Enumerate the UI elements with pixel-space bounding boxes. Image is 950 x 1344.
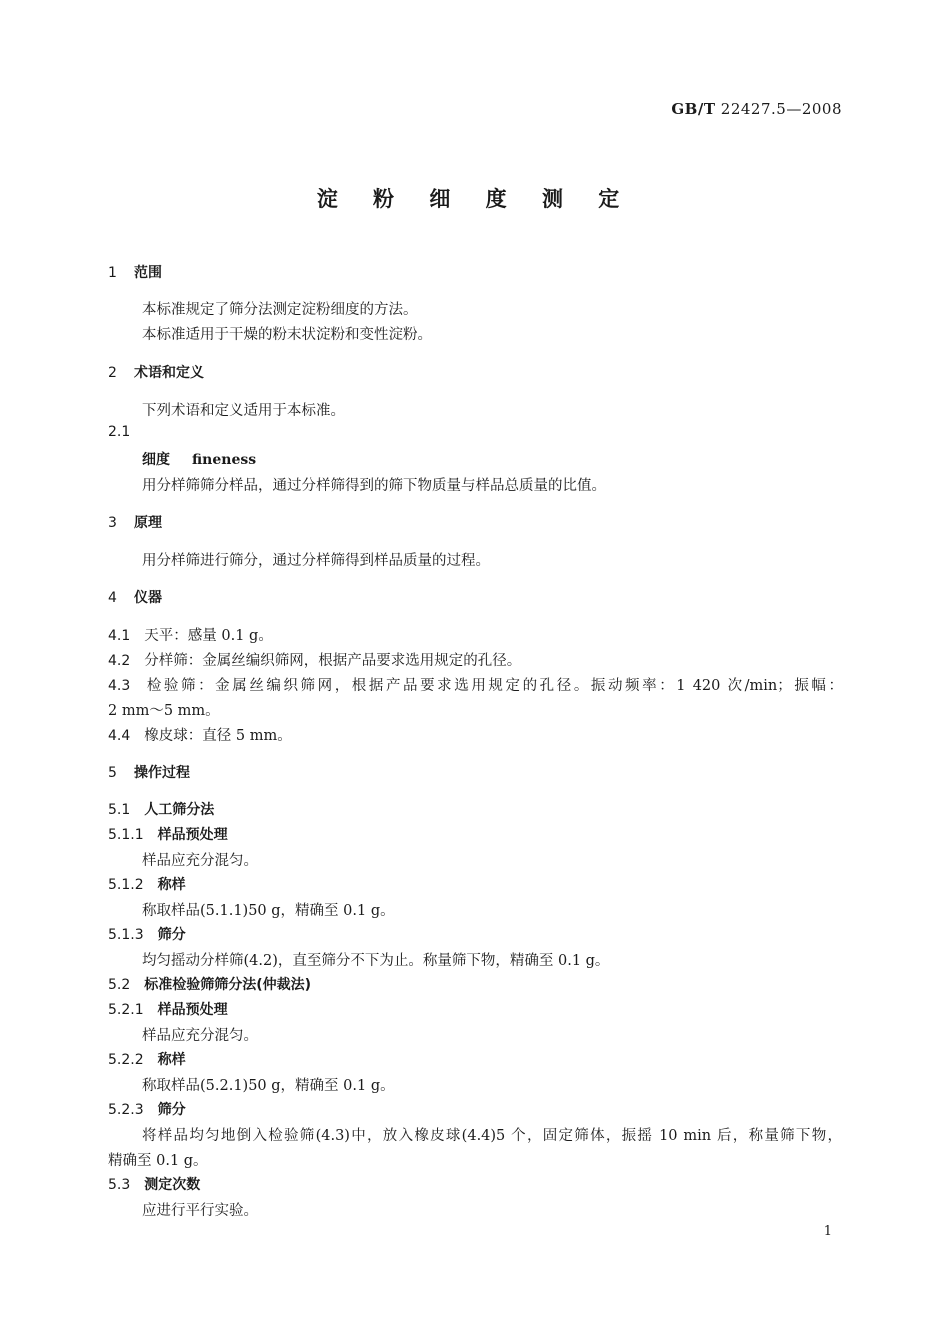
standard-number <box>671 100 842 118</box>
subsection-title: 筛分 <box>157 1102 186 1118</box>
subsection-5-1-1-text: 样品应充分混匀。 <box>142 853 258 869</box>
subsection-number: 5.1.2 <box>108 877 144 893</box>
item-4-2 <box>108 649 521 670</box>
section-3-heading <box>108 512 162 532</box>
item-number: 4.4 <box>108 728 131 744</box>
subsection-title: 标准检验筛筛分法(仲裁法) <box>144 977 312 993</box>
section-3-paragraph: 用分样筛进行筛分，通过分样筛得到样品质量的过程。 <box>142 553 490 569</box>
subsection-5-2-1 <box>108 999 228 1019</box>
subsection-title: 样品预处理 <box>157 1002 228 1018</box>
subsection-title: 样品预处理 <box>157 827 228 843</box>
subsection-5-2-2-text: 称取样品(5.2.1)50 g，精确至 0.1 g。 <box>142 1078 395 1094</box>
section-5-heading <box>108 762 190 782</box>
term-heading <box>142 449 256 469</box>
section-2-paragraph: 下列术语和定义适用于本标准。 <box>142 403 345 419</box>
item-4-1 <box>108 624 273 645</box>
subsection-number: 5.2 <box>108 977 131 993</box>
item-number: 4.2 <box>108 653 131 669</box>
item-4-4 <box>108 724 292 745</box>
item-number: 4.3 <box>108 678 131 694</box>
item-number: 4.1 <box>108 628 131 644</box>
subsection-5-1-2-text: 称取样品(5.1.1)50 g，精确至 0.1 g。 <box>142 903 395 919</box>
subsection-5-1-3-text: 均匀摇动分样筛(4.2)，直至筛分不下为止。称量筛下物，精确至 0.1 g。 <box>142 953 610 969</box>
subsection-title: 人工筛分法 <box>144 802 215 818</box>
section-number: 2 <box>108 365 117 381</box>
section-number: 1 <box>108 265 117 281</box>
section-number: 5 <box>108 765 117 781</box>
subsection-title: 称样 <box>157 877 186 893</box>
subsection-5-1-1 <box>108 824 228 844</box>
section-number: 4 <box>108 590 117 606</box>
section-title: 术语和定义 <box>134 365 204 381</box>
subsection-5-2-1-text: 样品应充分混匀。 <box>142 1028 258 1044</box>
subsection-number: 5.1 <box>108 802 131 818</box>
item-text: 检验筛：金属丝编织筛网，根据产品要求选用规定的孔径。振动频率：1 420 次/min；振幅： <box>144 678 843 694</box>
item-text: 天平：感量 0.1 g。 <box>144 628 273 644</box>
section-1-heading <box>108 262 162 282</box>
subsection-number: 5.3 <box>108 1177 131 1193</box>
subsection-title: 筛分 <box>157 927 186 943</box>
term-zh: 细度 <box>142 452 170 468</box>
section-1-paragraph-1: 本标准规定了筛分法测定淀粉细度的方法。 <box>142 302 418 318</box>
section-title: 范围 <box>134 265 162 281</box>
section-number: 3 <box>108 515 117 531</box>
subsection-5-1-2 <box>108 874 186 894</box>
subsection-number: 5.1.3 <box>108 927 144 943</box>
subsection-5-2-3 <box>108 1099 186 1119</box>
subsection-5-1-3 <box>108 924 186 944</box>
standard-prefix: GB/T <box>671 100 716 118</box>
page-number: 1 <box>823 1224 832 1239</box>
subsection-5-2-3-text: 将样品均匀地倒入检验筛(4.3)中，放入橡皮球(4.4)5 个，固定筛体，振摇 10 min 后，称量筛下物， <box>142 1128 842 1144</box>
subsection-title: 测定次数 <box>144 1177 201 1193</box>
subsection-number: 5.2.1 <box>108 1002 144 1018</box>
section-4-heading <box>108 587 162 607</box>
subsection-5-2-2 <box>108 1049 186 1069</box>
term-definition: 用分样筛筛分样品，通过分样筛得到的筛下物质量与样品总质量的比值。 <box>142 478 606 494</box>
section-title: 操作过程 <box>134 765 190 781</box>
subsection-2-1-number: 2.1 <box>108 424 131 440</box>
document-title: 淀 粉 细 度 测 定 <box>316 187 634 211</box>
subsection-number: 5.2.2 <box>108 1052 144 1068</box>
subsection-5-1 <box>108 799 214 819</box>
term-en: fineness <box>192 452 257 468</box>
subsection-number: 5.1.1 <box>108 827 144 843</box>
subsection-number: 5.2.3 <box>108 1102 144 1118</box>
section-1-paragraph-2: 本标准适用于干燥的粉末状淀粉和变性淀粉。 <box>142 327 432 343</box>
section-title: 原理 <box>134 515 162 531</box>
subsection-5-2 <box>108 974 311 994</box>
item-4-3 <box>108 674 843 695</box>
subsection-5-3-text: 应进行平行实验。 <box>142 1203 258 1219</box>
item-4-3-continued: 2 mm～5 mm。 <box>108 703 220 719</box>
section-title: 仪器 <box>134 590 162 606</box>
subsection-5-3 <box>108 1174 200 1194</box>
standard-code: 22427.5—2008 <box>720 100 842 118</box>
item-text: 橡皮球：直径 5 mm。 <box>144 728 292 744</box>
item-text: 分样筛：金属丝编织筛网，根据产品要求选用规定的孔径。 <box>144 653 522 669</box>
section-2-heading <box>108 362 204 382</box>
subsection-5-2-3-text-continued: 精确至 0.1 g。 <box>108 1153 208 1169</box>
subsection-title: 称样 <box>157 1052 186 1068</box>
